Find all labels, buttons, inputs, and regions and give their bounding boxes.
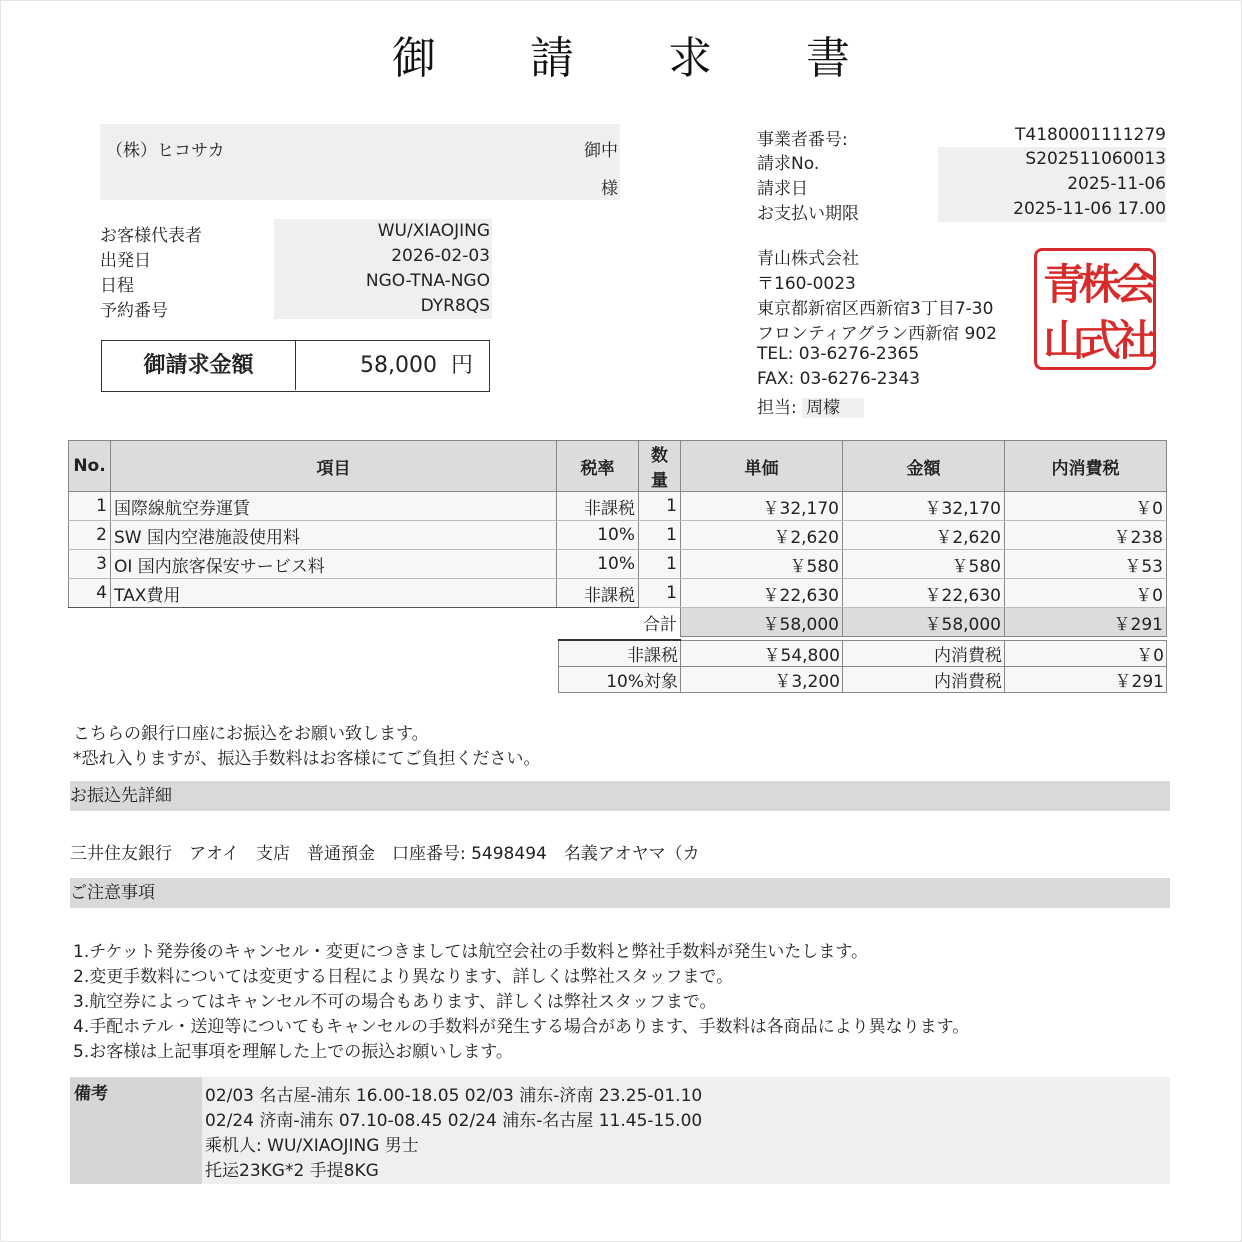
company-name: 青山株式会社 <box>757 249 859 269</box>
meta-value: 2025-11-06 <box>1067 174 1166 194</box>
cell-unit-price: ￥580 <box>681 550 843 579</box>
total-spacer <box>69 608 111 637</box>
meta-label: 請求No. <box>757 154 820 174</box>
remarks-line: 托运23KG*2 手提8KG <box>205 1161 379 1181</box>
cell-tax-rate: 10% <box>557 550 639 579</box>
cell-item: OI 国内旅客保安サービス料 <box>111 550 557 579</box>
cell-qty: 1 <box>639 550 681 579</box>
meta-row <box>757 147 1166 172</box>
bank-detail: 三井住友銀行 アオイ 支店 普通預金 口座番号: 5498494 名義アオヤマ（カ <box>70 844 700 864</box>
tax-label: 内消費税 <box>843 640 1005 667</box>
meta-label: お支払い期限 <box>757 204 859 224</box>
customer-suffix-sama: 様 <box>601 179 618 199</box>
company-seal-stamp <box>1034 248 1156 370</box>
cell-tax-included: ￥238 <box>1005 521 1167 550</box>
total-unit-price: ￥58,000 <box>681 608 843 637</box>
table-header-row <box>69 441 1167 492</box>
meta-value: S202511060013 <box>1025 149 1166 169</box>
bank-intro-line: こちらの銀行口座にお振込をお願い致します。 <box>73 724 429 744</box>
tax-summary-row <box>559 640 1167 667</box>
col-header-qty: 数量 <box>639 441 681 492</box>
cell-qty: 1 <box>639 579 681 608</box>
meta-value: 2025-11-06 17.00 <box>1013 199 1166 219</box>
trip-value: DYR8QS <box>420 296 490 316</box>
tax-base-amount: ￥3,200 <box>681 667 843 693</box>
trip-row <box>100 219 492 244</box>
company-address2: フロンティアグラン西新宿 902 <box>757 324 997 344</box>
stamp-char: 山 <box>1043 316 1086 365</box>
cell-tax-rate: 非課税 <box>557 579 639 608</box>
cell-item: SW 国内空港施設使用料 <box>111 521 557 550</box>
total-label: 合計 <box>639 608 681 637</box>
cell-unit-price: ￥32,170 <box>681 492 843 521</box>
tax-summary-table <box>558 639 1167 693</box>
staff-name: 周檬 <box>802 398 864 418</box>
cell-tax-included: ￥0 <box>1005 579 1167 608</box>
col-header-tax-included: 内消費税 <box>1005 441 1167 492</box>
bank-section-header: お振込先詳細 <box>70 781 1170 811</box>
table-row <box>69 521 1167 550</box>
trip-value: 2026-02-03 <box>391 246 490 266</box>
customer-name: （株）ヒコサカ <box>106 141 225 161</box>
meta-row <box>757 123 1166 148</box>
cell-item: 国際線航空券運賃 <box>111 492 557 521</box>
table-total-row <box>69 608 1167 637</box>
meta-label: 事業者番号: <box>757 130 848 150</box>
staff-label: 担当: <box>757 398 797 418</box>
cell-tax-included: ￥53 <box>1005 550 1167 579</box>
col-header-amount: 金額 <box>843 441 1005 492</box>
col-header-item: 項目 <box>111 441 557 492</box>
cell-no: 2 <box>69 521 111 550</box>
amount-unit: 円 <box>450 353 473 378</box>
company-tel: TEL: 03-6276-2365 <box>757 344 920 364</box>
trip-row <box>100 294 492 319</box>
table-row <box>69 579 1167 608</box>
remarks-line: 乘机人: WU/XIAOJING 男士 <box>205 1136 419 1156</box>
cell-no: 3 <box>69 550 111 579</box>
tax-amount: ￥0 <box>1005 640 1167 667</box>
note-item: 3.航空券によってはキャンセル不可の場合もあります、詳しくは弊社スタッフまで。 <box>73 992 717 1012</box>
cell-unit-price: ￥2,620 <box>681 521 843 550</box>
cell-qty: 1 <box>639 492 681 521</box>
cell-tax-rate: 10% <box>557 521 639 550</box>
trip-label: 日程 <box>100 276 134 296</box>
cell-no: 4 <box>69 579 111 608</box>
meta-row <box>757 172 1166 197</box>
document-title: 御 請 求 書 <box>392 33 890 84</box>
trip-row <box>100 269 492 294</box>
company-postal: 〒160-0023 <box>757 274 856 294</box>
total-spacer <box>557 608 639 637</box>
tax-base-amount: ￥54,800 <box>681 640 843 667</box>
meta-row <box>757 197 1166 222</box>
col-header-unit-price: 単価 <box>681 441 843 492</box>
note-item: 2.変更手数料については変更する日程により異なります、詳しくは弊社スタッフまで。 <box>73 967 734 987</box>
cell-amount: ￥580 <box>843 550 1005 579</box>
note-item: 4.手配ホテル・送迎等についてもキャンセルの手数料が発生する場合があります、手数料は各商品により異なります。 <box>73 1017 970 1037</box>
tax-summary-row <box>559 667 1167 693</box>
total-spacer <box>111 608 557 637</box>
amount-label: 御請求金額 <box>102 341 296 390</box>
items-table <box>68 440 1167 637</box>
remarks-box <box>70 1077 1170 1184</box>
total-amount: ￥58,000 <box>843 608 1005 637</box>
invoice-amount-box <box>101 340 490 392</box>
tax-amount: ￥291 <box>1005 667 1167 693</box>
meta-label: 請求日 <box>757 179 808 199</box>
cell-tax-included: ￥0 <box>1005 492 1167 521</box>
stamp-char: 会 <box>1115 260 1158 309</box>
note-item: 5.お客様は上記事項を理解した上での振込お願いします。 <box>73 1042 513 1062</box>
stamp-char: 式 <box>1079 316 1122 365</box>
cell-tax-rate: 非課税 <box>557 492 639 521</box>
stamp-char: 社 <box>1115 316 1158 365</box>
trip-label: 出発日 <box>100 251 151 271</box>
company-address1: 東京都新宿区西新宿3丁目7-30 <box>757 299 994 319</box>
remarks-label-cell <box>70 1077 202 1184</box>
company-staff-row <box>757 393 864 418</box>
trip-label: お客様代表者 <box>100 226 202 246</box>
company-fax: FAX: 03-6276-2343 <box>757 369 921 389</box>
remarks-line: 02/24 济南-浦东 07.10-08.45 02/24 浦东-名古屋 11.45-15.00 <box>205 1111 703 1131</box>
cell-qty: 1 <box>639 521 681 550</box>
tax-category: 10%対象 <box>559 667 681 693</box>
cell-amount: ￥2,620 <box>843 521 1005 550</box>
customer-box <box>100 124 620 200</box>
tax-category: 非課税 <box>559 640 681 667</box>
amount-value-wrap <box>298 341 473 390</box>
tax-label: 内消費税 <box>843 667 1005 693</box>
remarks-line: 02/03 名古屋-浦东 16.00-18.05 02/03 浦东-济南 23.25-01.10 <box>205 1086 703 1106</box>
customer-suffix-onchu: 御中 <box>584 141 618 161</box>
col-header-tax-rate: 税率 <box>557 441 639 492</box>
meta-value: T4180001111279 <box>1015 125 1166 145</box>
notes-section-header: ご注意事項 <box>70 878 1170 908</box>
total-tax-included: ￥291 <box>1005 608 1167 637</box>
cell-amount: ￥32,170 <box>843 492 1005 521</box>
stamp-char: 株 <box>1079 260 1122 309</box>
table-row <box>69 492 1167 521</box>
table-row <box>69 550 1167 579</box>
amount-value: 58,000 <box>360 353 437 378</box>
trip-row <box>100 244 492 269</box>
trip-label: 予約番号 <box>100 301 168 321</box>
cell-item: TAX費用 <box>111 579 557 608</box>
stamp-char: 青 <box>1043 260 1086 309</box>
cell-no: 1 <box>69 492 111 521</box>
note-item: 1.チケット発券後のキャンセル・変更につきましては航空会社の手数料と弊社手数料が発生いたします。 <box>73 942 868 962</box>
cell-unit-price: ￥22,630 <box>681 579 843 608</box>
remarks-label: 備考 <box>74 1084 108 1104</box>
col-header-no: No. <box>69 441 111 492</box>
trip-value: WU/XIAOJING <box>377 221 490 241</box>
bank-intro-line: *恐れ入りますが、振込手数料はお客様にてご負担ください。 <box>73 749 541 769</box>
trip-value: NGO-TNA-NGO <box>365 271 490 291</box>
cell-amount: ￥22,630 <box>843 579 1005 608</box>
